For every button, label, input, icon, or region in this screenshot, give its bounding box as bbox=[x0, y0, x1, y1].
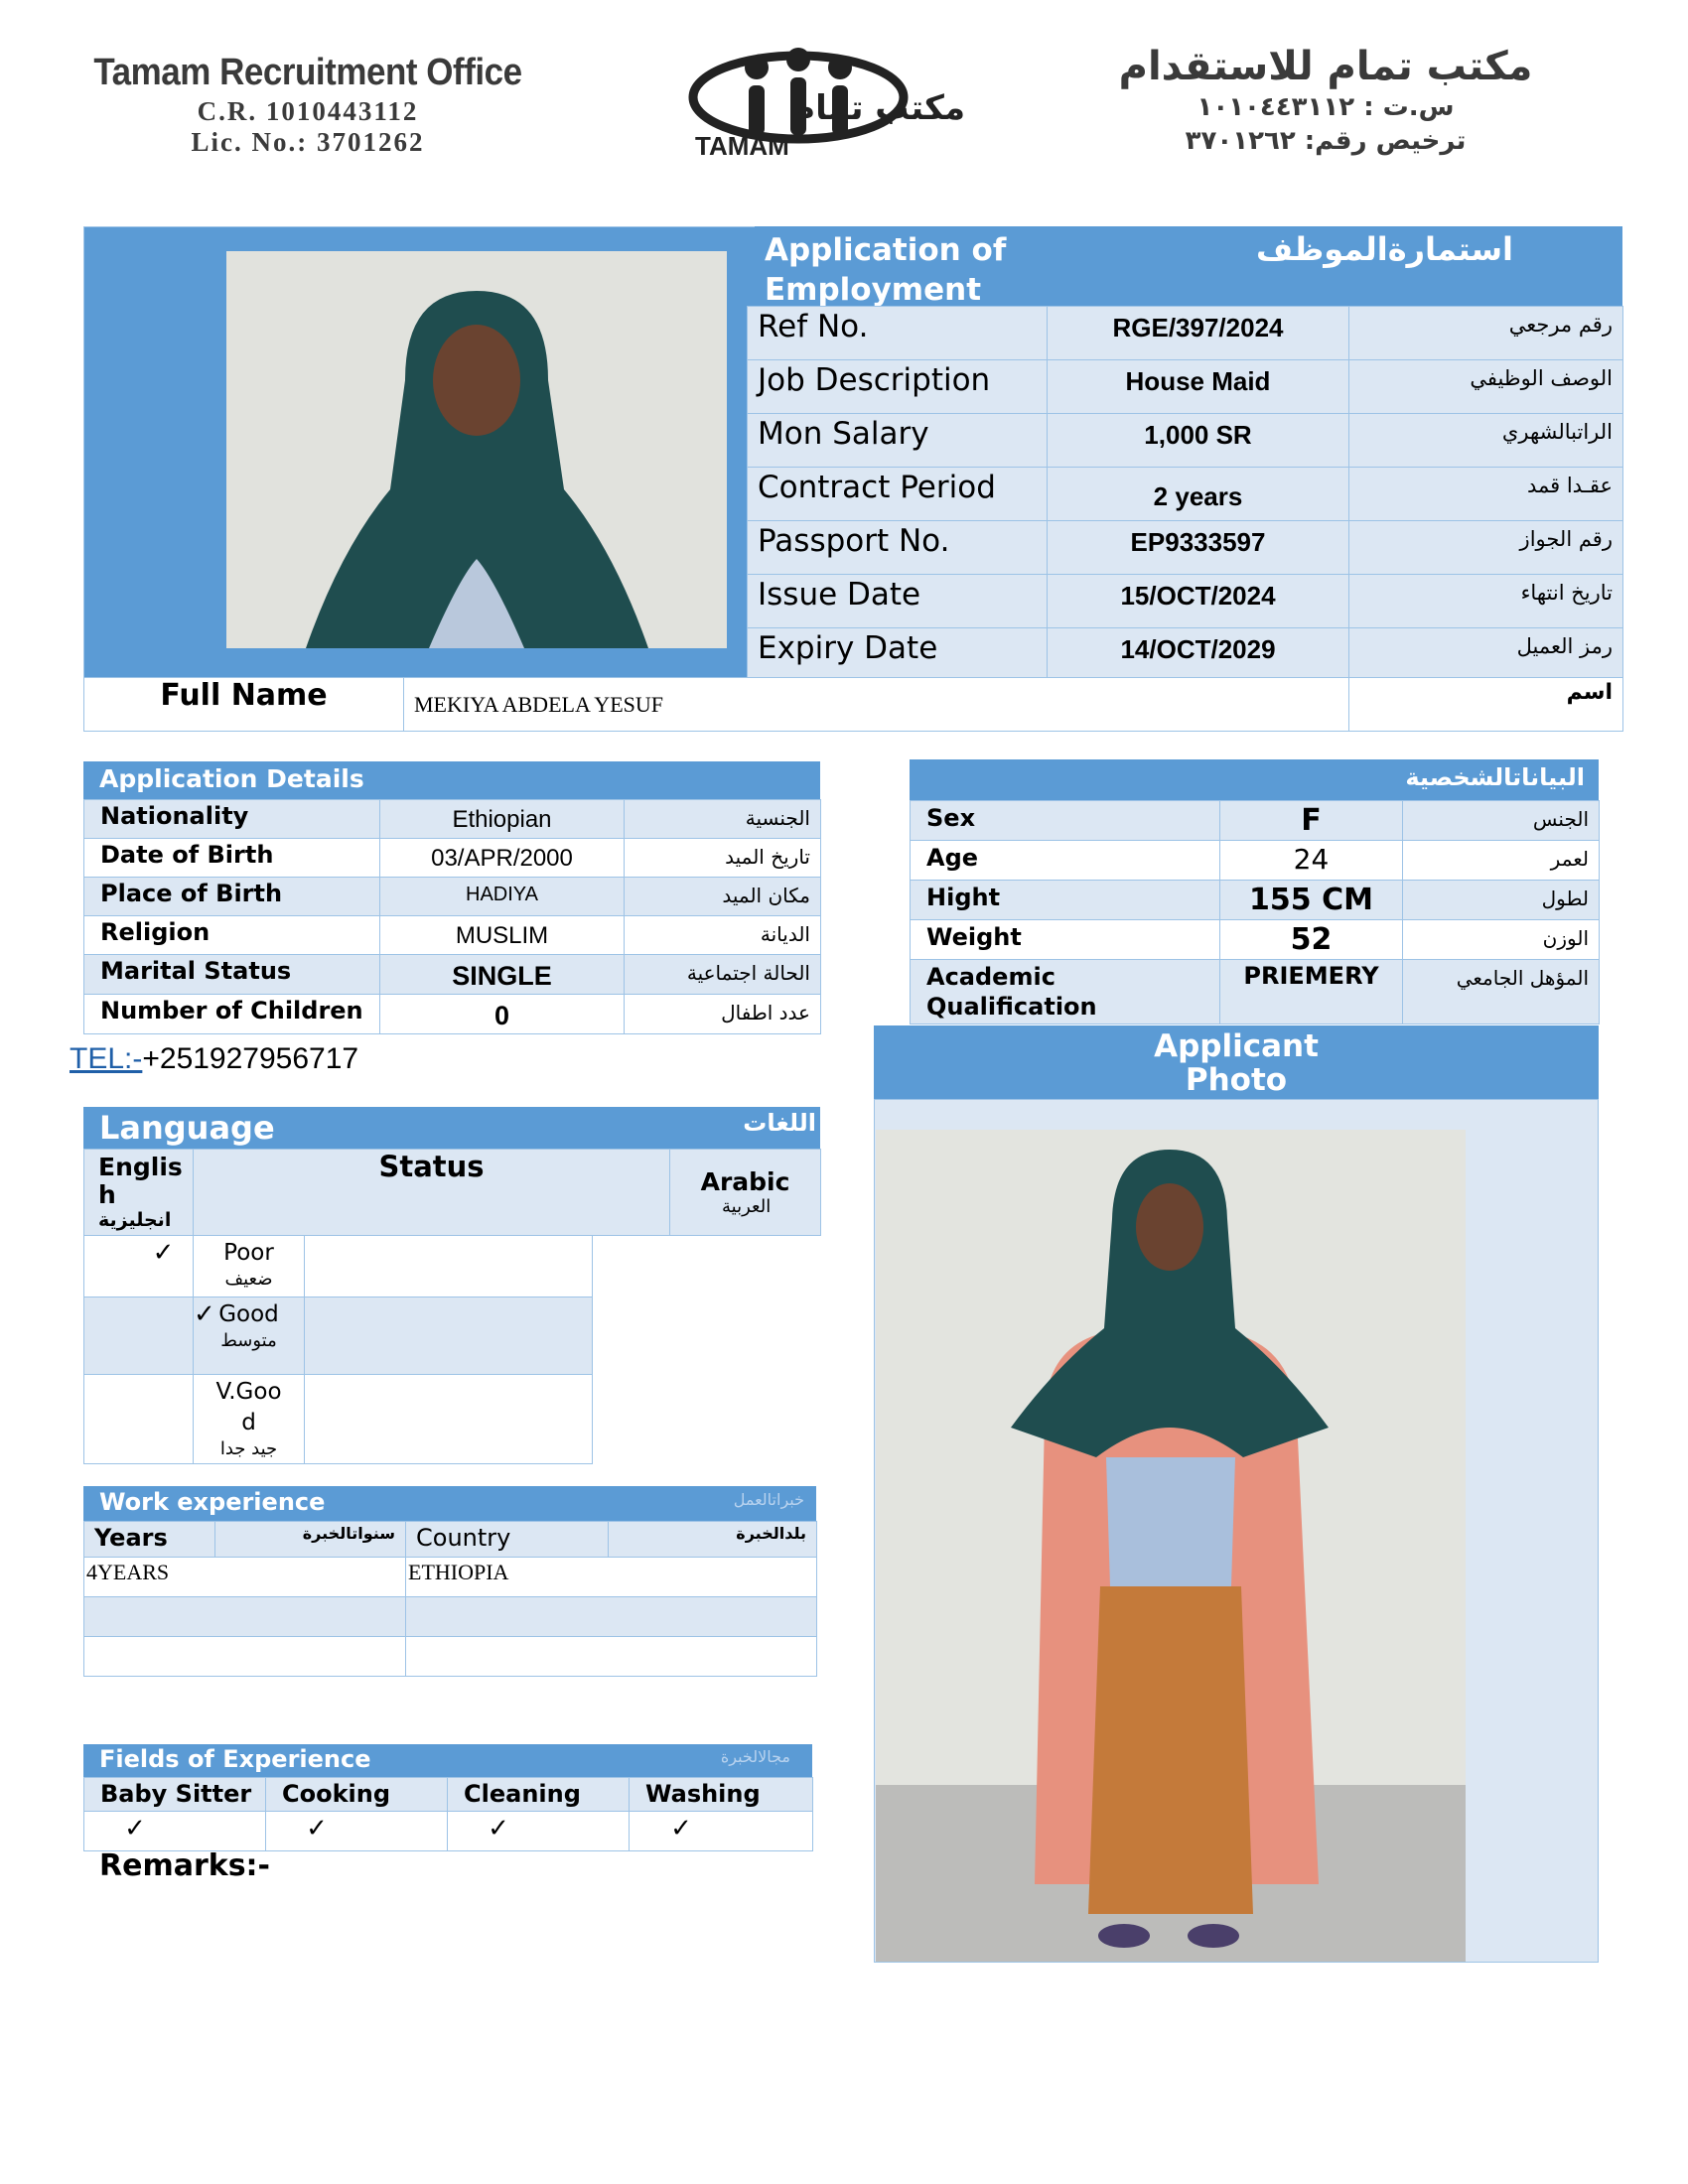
language-table bbox=[83, 1149, 821, 1464]
years-header: Years bbox=[84, 1522, 215, 1558]
applicant-photo-title: Applicant Photo bbox=[1154, 1028, 1319, 1098]
logo-arabic-text: مكتب تمام bbox=[790, 88, 965, 128]
details-row-value: Ethiopian bbox=[380, 800, 625, 839]
personal-row-value: 52 bbox=[1220, 920, 1403, 960]
remarks-label: Remarks:- bbox=[99, 1848, 271, 1883]
personal-table bbox=[910, 800, 1600, 1024]
application-table bbox=[747, 306, 1623, 680]
language-level-cell bbox=[194, 1297, 305, 1375]
english-label-ar: انجليزية bbox=[98, 1209, 172, 1231]
work-title: Work experience bbox=[99, 1488, 326, 1516]
field-check[interactable]: ✓ bbox=[266, 1812, 448, 1851]
english-check-cell[interactable] bbox=[84, 1297, 194, 1375]
details-title: Application Details bbox=[99, 764, 364, 793]
office-license-ar: ترخيص رقم: ٣٧٠١٢٦٢ bbox=[1185, 125, 1467, 156]
details-row-label-ar: الحالة اجتماعية bbox=[625, 955, 821, 995]
office-cr-ar: س.ت : ١٠١٠٤٤٣١١٢ bbox=[1196, 92, 1455, 122]
full-name-label-ar: اسم bbox=[1349, 678, 1623, 732]
field-check[interactable]: ✓ bbox=[84, 1812, 266, 1851]
tel-number: +251927956717 bbox=[142, 1042, 359, 1075]
application-row-label-ar: رقم الجواز bbox=[1349, 521, 1623, 575]
logo-english-text: TAMAM bbox=[695, 131, 789, 161]
full-name-value: MEKIYA ABDELA YESUF bbox=[404, 678, 1349, 732]
application-row-label: Mon Salary bbox=[748, 414, 1048, 468]
personal-row-value: 155 CM bbox=[1220, 881, 1403, 920]
person-full-body-icon bbox=[876, 1130, 1466, 1962]
language-title-ar: اللغات bbox=[743, 1109, 816, 1137]
person-portrait-icon bbox=[226, 251, 727, 648]
application-row-label-ar: الوصف الوظيفي bbox=[1349, 360, 1623, 414]
application-row bbox=[748, 521, 1623, 575]
details-row bbox=[84, 878, 821, 916]
language-level-cell bbox=[194, 1236, 305, 1297]
details-row bbox=[84, 839, 821, 878]
personal-row-value: PRIEMERY bbox=[1220, 960, 1403, 1024]
application-row-label-ar: رقم مرجعي bbox=[1349, 307, 1623, 360]
country-header: Country bbox=[406, 1522, 609, 1558]
work-table bbox=[83, 1521, 817, 1677]
application-row-value: 1,000 SR bbox=[1048, 414, 1349, 468]
application-row-label-ar: رمز العميل bbox=[1349, 628, 1623, 680]
details-row-value: 03/APR/2000 bbox=[380, 839, 625, 878]
personal-row bbox=[911, 960, 1600, 1024]
field-name: Cooking bbox=[266, 1778, 448, 1812]
office-cr-en: C.R. 1010443112 bbox=[197, 96, 419, 126]
application-row-label-ar: تاريخ انتهاء bbox=[1349, 575, 1623, 628]
fields-title-bar bbox=[83, 1744, 812, 1777]
application-row-label: Issue Date bbox=[748, 575, 1048, 628]
application-row-label: Job Description bbox=[748, 360, 1048, 414]
application-row-value: 15/OCT/2024 bbox=[1048, 575, 1349, 628]
work-row bbox=[84, 1558, 817, 1597]
language-level-row bbox=[84, 1375, 821, 1464]
years-header-ar: سنواتالخبرة bbox=[215, 1522, 406, 1558]
english-check-cell[interactable]: ✓ bbox=[84, 1236, 194, 1297]
language-level-ar: ضعيف bbox=[224, 1269, 273, 1290]
field-name: Baby Sitter bbox=[84, 1778, 266, 1812]
work-title-ar: خبراتالعمل bbox=[733, 1490, 804, 1509]
letterhead-english bbox=[70, 52, 546, 158]
work-title-bar bbox=[83, 1486, 816, 1521]
details-row-value: SINGLE bbox=[380, 955, 625, 995]
details-row-label: Date of Birth bbox=[84, 839, 380, 878]
personal-row-label-ar: الجنس bbox=[1403, 801, 1600, 841]
portrait-photo bbox=[226, 251, 727, 648]
application-row bbox=[748, 414, 1623, 468]
field-check[interactable]: ✓ bbox=[630, 1812, 813, 1851]
personal-row-value: F bbox=[1220, 801, 1403, 841]
applicant-photo-title-bar bbox=[874, 1025, 1599, 1099]
language-level-en: V.Good bbox=[215, 1379, 282, 1435]
details-row-label-ar: عدد اطفال bbox=[625, 995, 821, 1034]
work-country bbox=[406, 1597, 817, 1637]
language-title: Language bbox=[99, 1109, 275, 1147]
arabic-cell bbox=[670, 1150, 821, 1236]
country-header-ar: بلدالخبرة bbox=[609, 1522, 817, 1558]
work-years bbox=[84, 1637, 406, 1677]
fields-table bbox=[83, 1777, 813, 1851]
application-row-label: Passport No. bbox=[748, 521, 1048, 575]
personal-row-value: 24 bbox=[1220, 841, 1403, 881]
details-row-label-ar: تاريخ الميد bbox=[625, 839, 821, 878]
work-years bbox=[84, 1597, 406, 1637]
fields-title-ar: مجالالخبرة bbox=[720, 1747, 790, 1766]
details-row-label: Number of Children bbox=[84, 995, 380, 1034]
details-row-value: MUSLIM bbox=[380, 916, 625, 955]
english-cell bbox=[84, 1150, 194, 1236]
language-level-empty bbox=[305, 1236, 593, 1297]
field-name: Washing bbox=[630, 1778, 813, 1812]
field-check[interactable]: ✓ bbox=[448, 1812, 630, 1851]
personal-row-label: Age bbox=[911, 841, 1220, 881]
personal-title-ar: البياناتالشخصية bbox=[1405, 763, 1585, 791]
application-row bbox=[748, 360, 1623, 414]
application-row-label: Contract Period bbox=[748, 468, 1048, 521]
application-row-value: RGE/397/2024 bbox=[1048, 307, 1349, 360]
full-name-row bbox=[83, 677, 1623, 732]
letterhead-arabic bbox=[1092, 42, 1559, 159]
application-title-en: Application of Employment bbox=[765, 232, 1007, 308]
application-row-value: EP9333597 bbox=[1048, 521, 1349, 575]
application-row-value: 14/OCT/2029 bbox=[1048, 628, 1349, 680]
personal-row bbox=[911, 841, 1600, 881]
personal-row-label: Weight bbox=[911, 920, 1220, 960]
application-title-ar: استمارةالموظف bbox=[1255, 230, 1513, 268]
personal-row-label-ar: لعمر bbox=[1403, 841, 1600, 881]
personal-row-label-ar: الوزن bbox=[1403, 920, 1600, 960]
details-row-label: Nationality bbox=[84, 800, 380, 839]
details-row bbox=[84, 995, 821, 1034]
fields-title: Fields of Experience bbox=[99, 1745, 371, 1773]
language-level-en: Poor bbox=[223, 1240, 274, 1266]
english-check-cell[interactable] bbox=[84, 1375, 194, 1464]
application-row bbox=[748, 307, 1623, 360]
language-level-cell bbox=[194, 1375, 305, 1464]
application-row-value: 2 years bbox=[1048, 468, 1349, 521]
personal-row-label: Academic Qualification bbox=[911, 960, 1220, 1024]
field-name: Cleaning bbox=[448, 1778, 630, 1812]
language-level-row bbox=[84, 1236, 821, 1297]
personal-row bbox=[911, 801, 1600, 841]
language-level-empty bbox=[305, 1375, 593, 1464]
details-row bbox=[84, 955, 821, 995]
details-row-label-ar: الجنسية bbox=[625, 800, 821, 839]
details-row bbox=[84, 916, 821, 955]
details-row-value: 0 bbox=[380, 995, 625, 1034]
application-row-label: Expiry Date bbox=[748, 628, 1048, 680]
office-name-ar: مكتب تمام للاستقدام bbox=[1118, 44, 1533, 89]
language-level-ar: متوسط bbox=[220, 1330, 277, 1351]
status-header: Status bbox=[194, 1150, 670, 1236]
office-name-en: Tamam Recruitment Office bbox=[93, 52, 522, 93]
work-years: 4YEARS bbox=[84, 1558, 406, 1597]
details-row-label-ar: مكان الميد bbox=[625, 878, 821, 916]
details-row-label: Marital Status bbox=[84, 955, 380, 995]
application-row-label-ar: عقـدا قمد bbox=[1349, 468, 1623, 521]
personal-row-label: Sex bbox=[911, 801, 1220, 841]
work-country: ETHIOPIA bbox=[406, 1558, 817, 1597]
application-title-bar bbox=[755, 226, 1622, 306]
tel-link[interactable]: TEL:- bbox=[70, 1042, 143, 1075]
work-row bbox=[84, 1597, 817, 1637]
full-body-photo bbox=[876, 1130, 1466, 1962]
personal-row-label-ar: لطول bbox=[1403, 881, 1600, 920]
language-level-row bbox=[84, 1297, 821, 1375]
details-row-label: Place of Birth bbox=[84, 878, 380, 916]
personal-title-bar bbox=[910, 759, 1599, 801]
language-title-bar bbox=[83, 1107, 820, 1149]
personal-row bbox=[911, 920, 1600, 960]
english-label: English bbox=[98, 1153, 183, 1209]
language-level-ar: جيد جدا bbox=[219, 1438, 278, 1459]
work-country bbox=[406, 1637, 817, 1677]
arabic-check-mark[interactable]: ✓ bbox=[194, 1299, 215, 1329]
arabic-label-ar: العربية bbox=[722, 1196, 772, 1217]
language-level-en: Good bbox=[218, 1301, 279, 1327]
application-row bbox=[748, 628, 1623, 680]
details-row bbox=[84, 800, 821, 839]
personal-row-label-ar: المؤهل الجامعي bbox=[1403, 960, 1600, 1024]
details-row-label: Religion bbox=[84, 916, 380, 955]
application-row bbox=[748, 468, 1623, 521]
personal-row-label: Hight bbox=[911, 881, 1220, 920]
language-level-empty bbox=[305, 1297, 593, 1375]
telephone bbox=[70, 1042, 358, 1076]
application-row-value: House Maid bbox=[1048, 360, 1349, 414]
application-row-label-ar: الراتبالشهري bbox=[1349, 414, 1623, 468]
full-name-label: Full Name bbox=[84, 678, 404, 732]
details-row-label-ar: الديانة bbox=[625, 916, 821, 955]
office-license-en: Lic. No.: 3701262 bbox=[191, 127, 425, 157]
arabic-label: Arabic bbox=[700, 1167, 790, 1196]
work-row bbox=[84, 1637, 817, 1677]
personal-row bbox=[911, 881, 1600, 920]
logo bbox=[687, 42, 965, 161]
details-row-value: HADIYA bbox=[380, 878, 625, 916]
details-title-bar bbox=[83, 761, 820, 799]
application-row bbox=[748, 575, 1623, 628]
details-table bbox=[83, 799, 821, 1034]
application-row-label: Ref No. bbox=[748, 307, 1048, 360]
